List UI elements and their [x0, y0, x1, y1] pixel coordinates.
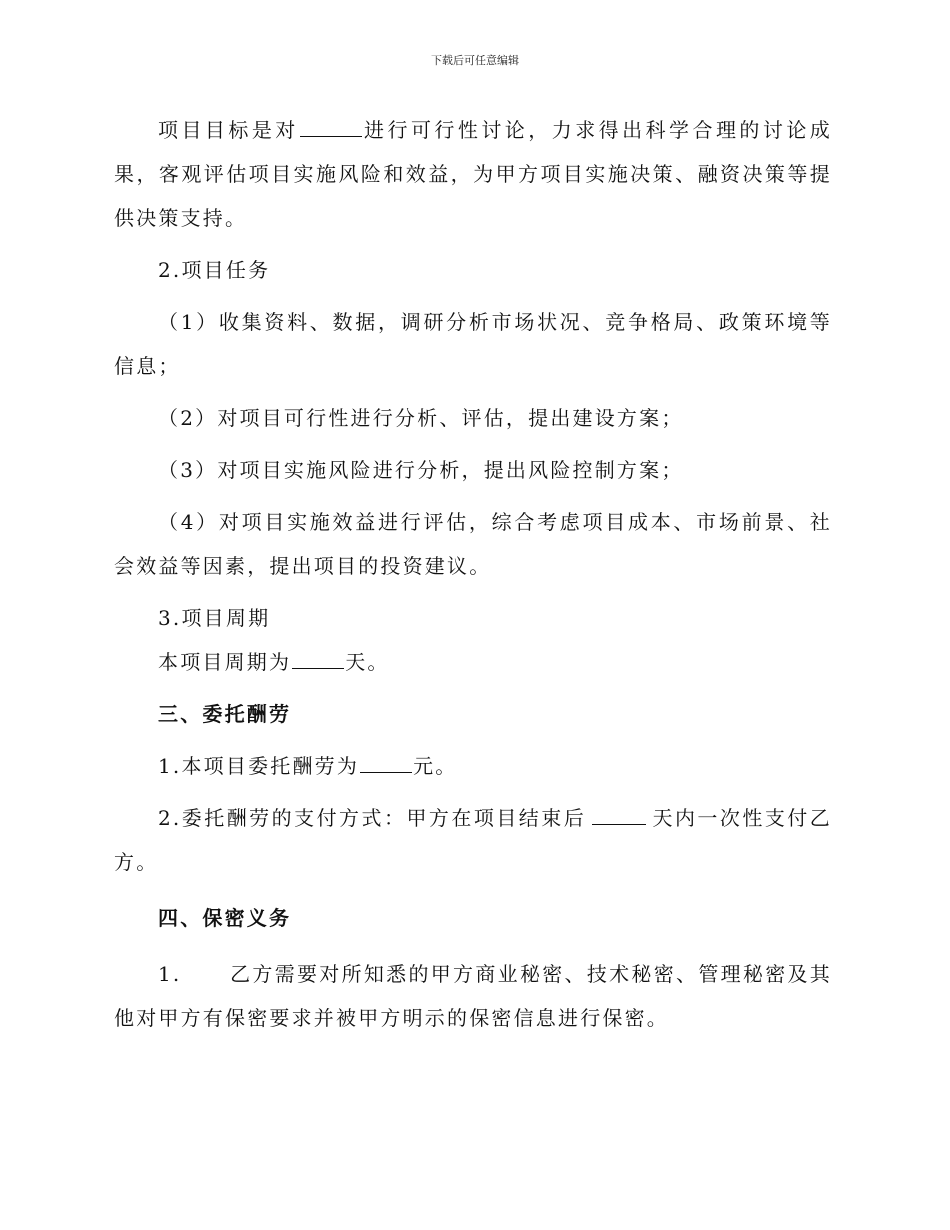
task-item-2: （2）对项目可行性进行分析、评估，提出建设方案；: [158, 406, 684, 430]
document-body: [114, 108, 832, 1040]
fee1-text-a: 1.本项目委托酬劳为: [158, 754, 360, 778]
fee-paragraph-2: [114, 796, 832, 884]
task-item-1: （1）收集资料、数据，调研分析市场状况、竞争格局、政策环境等信息；: [114, 310, 832, 378]
blank-line: [300, 135, 362, 137]
fee2-text-a: 2.委托酬劳的支付方式：甲方在项目结束后: [158, 806, 587, 830]
section-3-title: 三、委托酬劳: [158, 702, 292, 726]
confidentiality-text: 乙方需要对所知悉的甲方商业秘密、技术秘密、管理秘密及其他对甲方有保密要求并被甲方明示的保密信息进行保密。: [114, 962, 832, 1030]
section-4-title: 四、保密义务: [158, 906, 292, 930]
task-item-4: （4）对项目实施效益进行评估，综合考虑项目成本、市场前景、社会效益等因素，提出项目的投资建议。: [114, 510, 832, 578]
confidentiality-paragraph-1: [114, 952, 832, 1040]
goal-text-a: 项目目标是对: [158, 118, 299, 142]
goal-text-b: 进行可行性讨论，力求得出科学合理的讨论成果，客观评估项目实施风险和效益，为甲方项目实施决策、融资决策等提供决策支持。: [114, 118, 833, 230]
blank-line: [592, 823, 646, 825]
goal-paragraph: [114, 108, 832, 240]
period-paragraph: [114, 640, 832, 684]
period-text-b: 天。: [345, 650, 390, 674]
period-title: 3.项目周期: [158, 606, 271, 630]
period-text-a: 本项目周期为: [158, 650, 292, 674]
blank-line: [360, 771, 412, 773]
clause-number: 1.: [158, 962, 182, 986]
fee-paragraph-1: [114, 744, 832, 788]
fee1-text-b: 元。: [413, 754, 458, 778]
page-header: 下载后可任意编辑: [431, 54, 519, 67]
task-title: 2.项目任务: [158, 258, 271, 282]
task-item-3: （3）对项目实施风险进行分析，提出风险控制方案；: [158, 458, 684, 482]
blank-line: [292, 667, 344, 669]
fee2-text-b: 天内一次性支付乙方。: [114, 806, 832, 874]
